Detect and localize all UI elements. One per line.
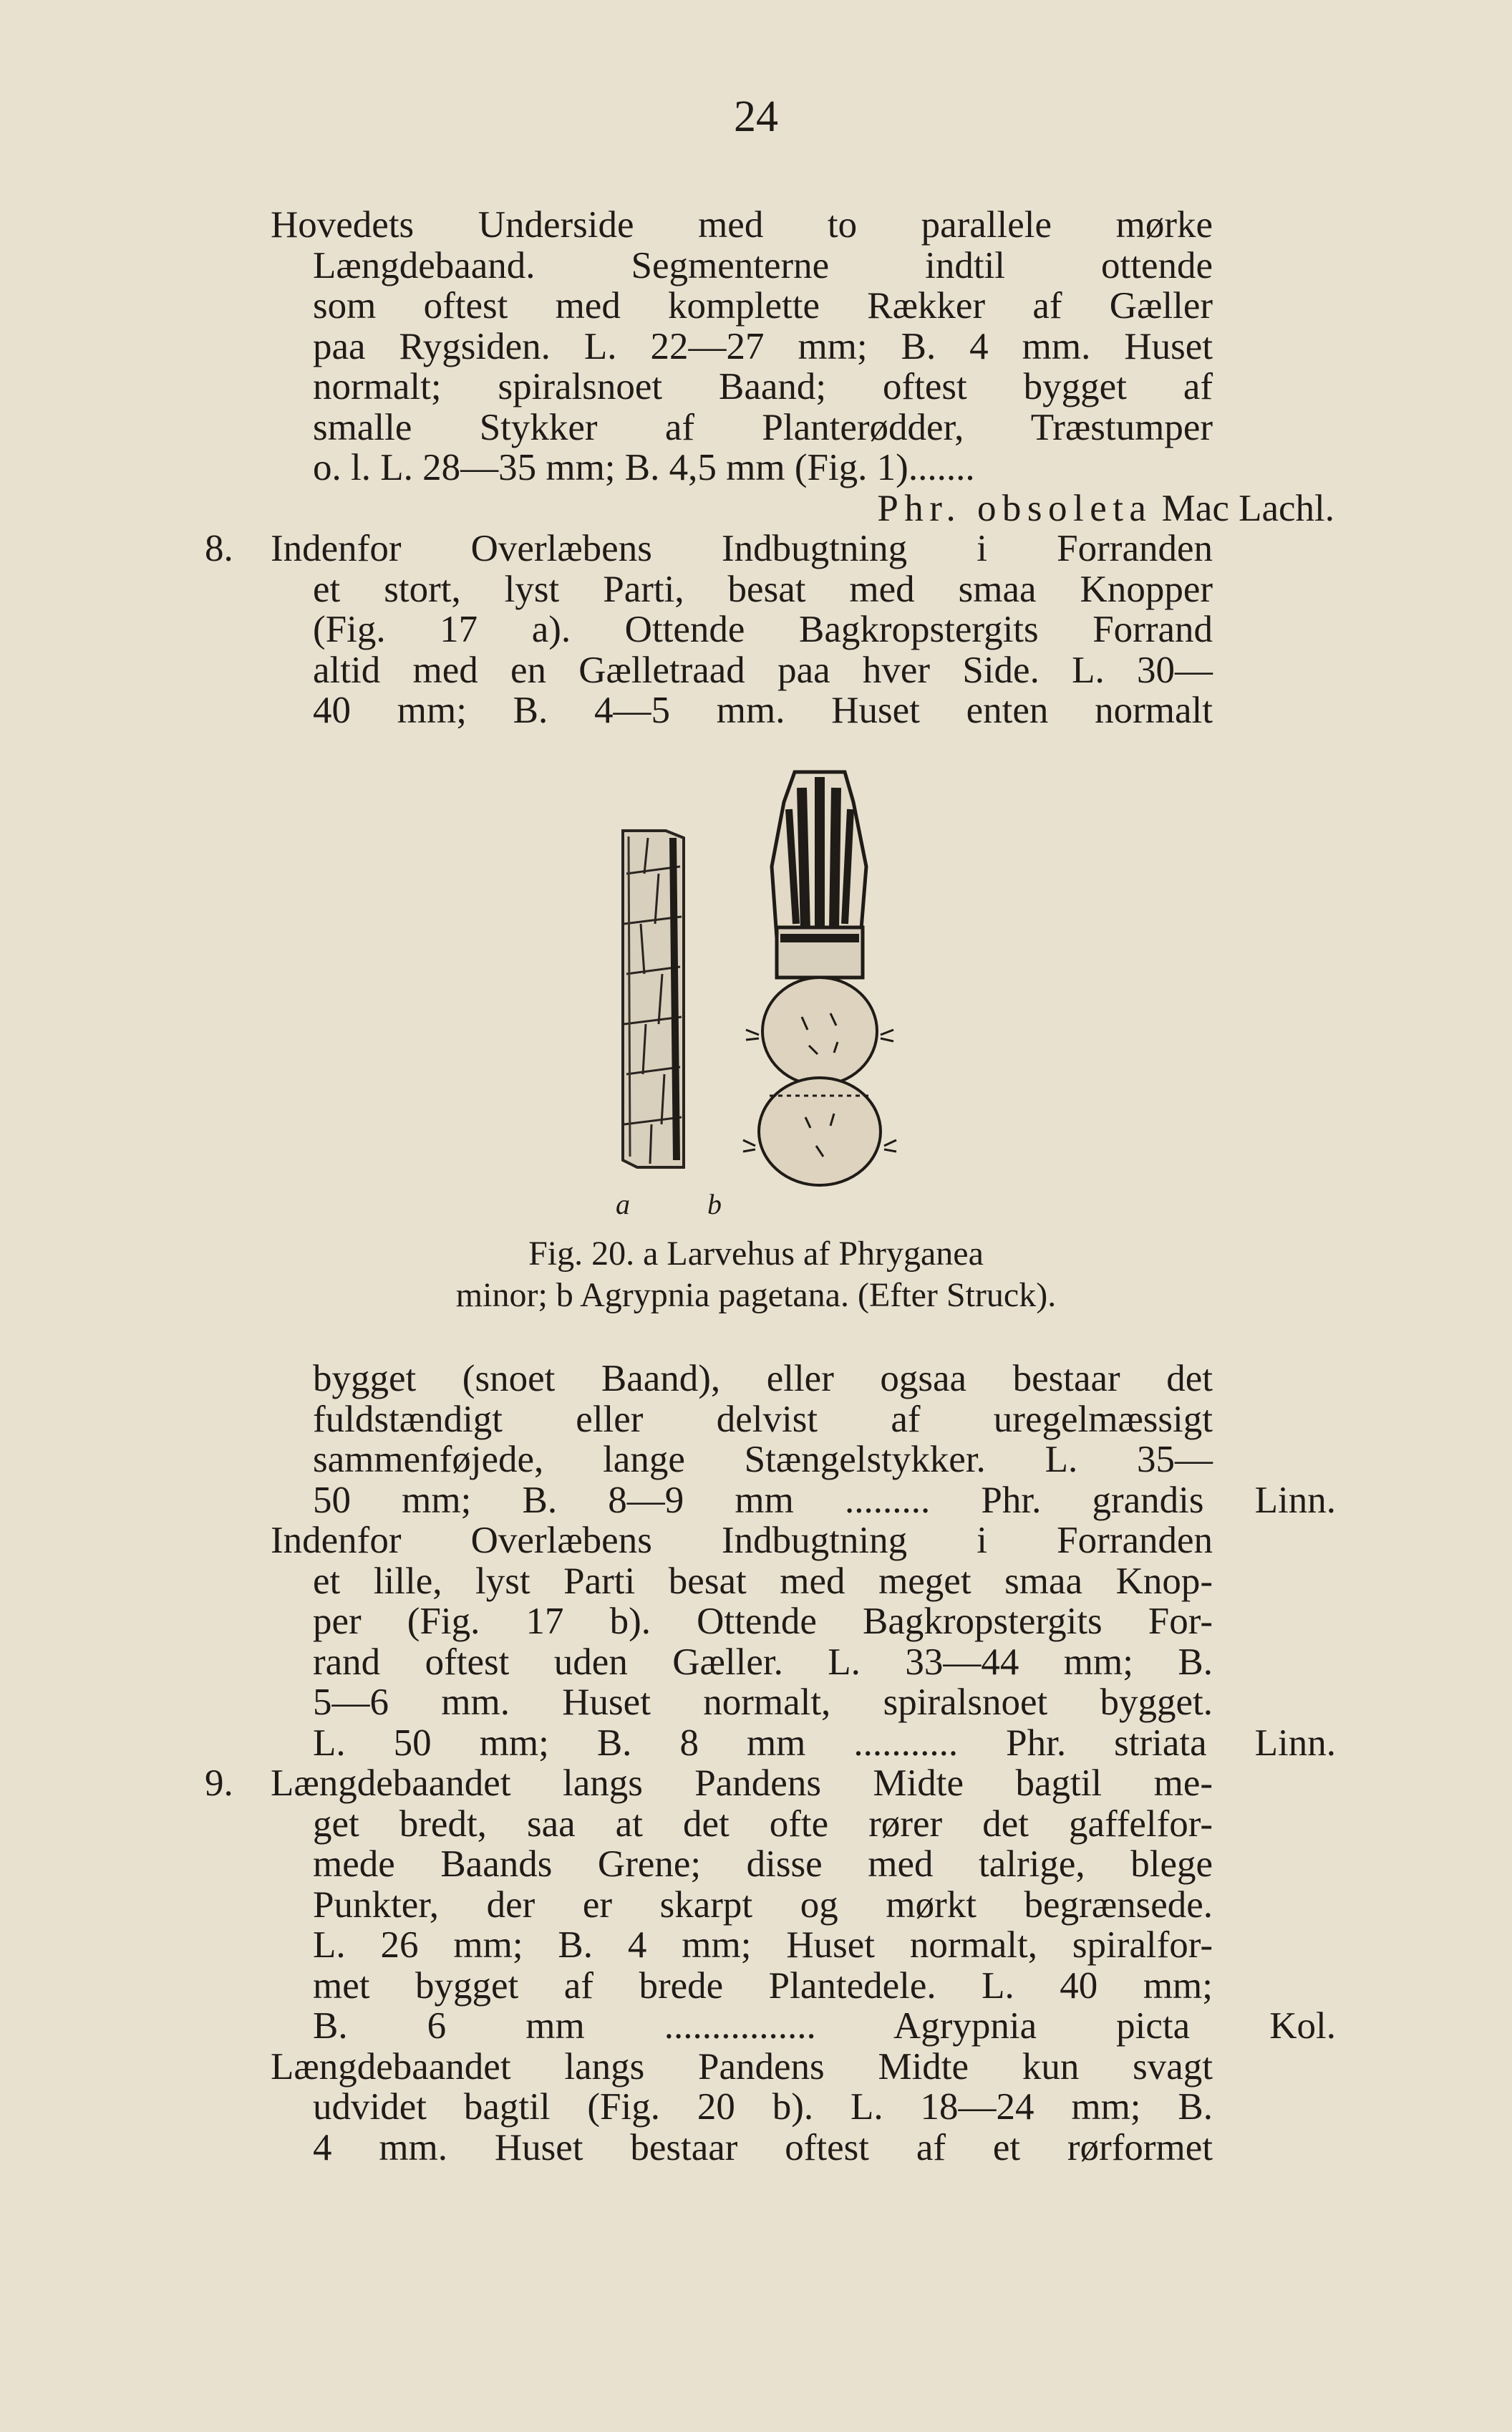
text-line: (Fig. 17 a). Ottende Bagkropstergits Forrand: [313, 609, 1213, 650]
figure-caption-line-2: minor; b Agrypnia pagetana. (Efter Struck).: [455, 1276, 1057, 1314]
text-line: Hovedets Underside med to parallele mørke: [271, 204, 1213, 246]
text-line: L. 26 mm; B. 4 mm; Huset normalt, spiralfor-: [313, 1924, 1213, 1966]
item-number: 9.: [205, 1762, 233, 1804]
species-author: Mac Lachl.: [1152, 487, 1334, 529]
figure-caption-line-1: Fig. 20. a Larvehus af Phryganea: [528, 1235, 984, 1273]
text-line: normalt; spiralsnoet Baand; oftest bygget af: [313, 366, 1213, 407]
text-line: per (Fig. 17 b). Ottende Bagkropstergits For-: [313, 1601, 1213, 1642]
text-line: som oftest med komplette Rækker af Gæller: [313, 285, 1213, 327]
text-line: Længdebaandet langs Pandens Midte kun svagt: [271, 2045, 1213, 2088]
larva-drawing: [743, 772, 896, 1185]
text-line: et stort, lyst Parti, besat med smaa Knopper: [313, 568, 1213, 610]
text-line: mede Baands Grene; disse med talrige, blege: [313, 1843, 1213, 1885]
larva-illustration: [587, 759, 945, 1225]
text-line: Længdebaand. Segmenterne indtil ottende: [313, 244, 1213, 286]
text-line: fuldstændigt eller delvist af uregelmæssigt: [313, 1398, 1213, 1440]
text-line: 40 mm; B. 4—5 mm. Huset enten normalt: [313, 690, 1213, 731]
item-number: 8.: [205, 528, 233, 569]
text-line: met bygget af brede Plantedele. L. 40 mm;: [313, 1964, 1213, 2007]
text-line: Punkter, der er skarpt og mørkt begrænsede.: [313, 1883, 1213, 1926]
text-line: 4 mm. Huset bestaar oftest af et rørformet: [313, 2126, 1213, 2168]
text-line: o. l. L. 28—35 mm; B. 4,5 mm (Fig. 1).......: [313, 447, 975, 488]
text-line: paa Rygsiden. L. 22—27 mm; B. 4 mm. Huset: [313, 325, 1213, 367]
text-line: udvidet bagtil (Fig. 20 b). L. 18—24 mm; B.: [313, 2086, 1213, 2128]
text-line: Indenfor Overlæbens Indbugtning i Forranden: [271, 528, 1213, 569]
text-line: get bredt, saa at det ofte rører det gaffelfor-: [313, 1803, 1213, 1845]
text-line: B. 6 mm ................ Agrypnia picta Kol.: [313, 2005, 1336, 2047]
figure-20: [587, 759, 945, 1225]
text-line: bygget (snoet Baand), eller ogsaa bestaar det: [313, 1358, 1213, 1399]
larval-case-drawing: [623, 831, 684, 1167]
figure-label-a: a: [616, 1188, 630, 1220]
text-line: rand oftest uden Gæller. L. 33—44 mm; B.: [313, 1641, 1213, 1683]
text-line: sammenføjede, lange Stængelstykker. L. 35—: [313, 1439, 1213, 1480]
text-line: 5—6 mm. Huset normalt, spiralsnoet bygget.: [313, 1681, 1213, 1723]
text-line: 50 mm; B. 8—9 mm ......... Phr. grandis Linn.: [313, 1479, 1336, 1521]
page-number: 24: [734, 92, 778, 141]
species-name: Phr. obsoleta: [877, 487, 1153, 529]
text-line: et lille, lyst Parti besat med meget smaa Knop-: [313, 1560, 1213, 1602]
text-line: Længdebaandet langs Pandens Midte bagtil me-: [271, 1762, 1213, 1804]
species-line: [0, 487, 1334, 530]
text-line: L. 50 mm; B. 8 mm ........... Phr. striata Linn.: [313, 1722, 1336, 1764]
text-line: altid med en Gælletraad paa hver Side. L. 30—: [313, 649, 1213, 691]
text-line: Indenfor Overlæbens Indbugtning i Forranden: [271, 1520, 1213, 1561]
text-line: smalle Stykker af Planterødder, Træstumper: [313, 406, 1213, 448]
figure-label-b: b: [707, 1188, 722, 1220]
